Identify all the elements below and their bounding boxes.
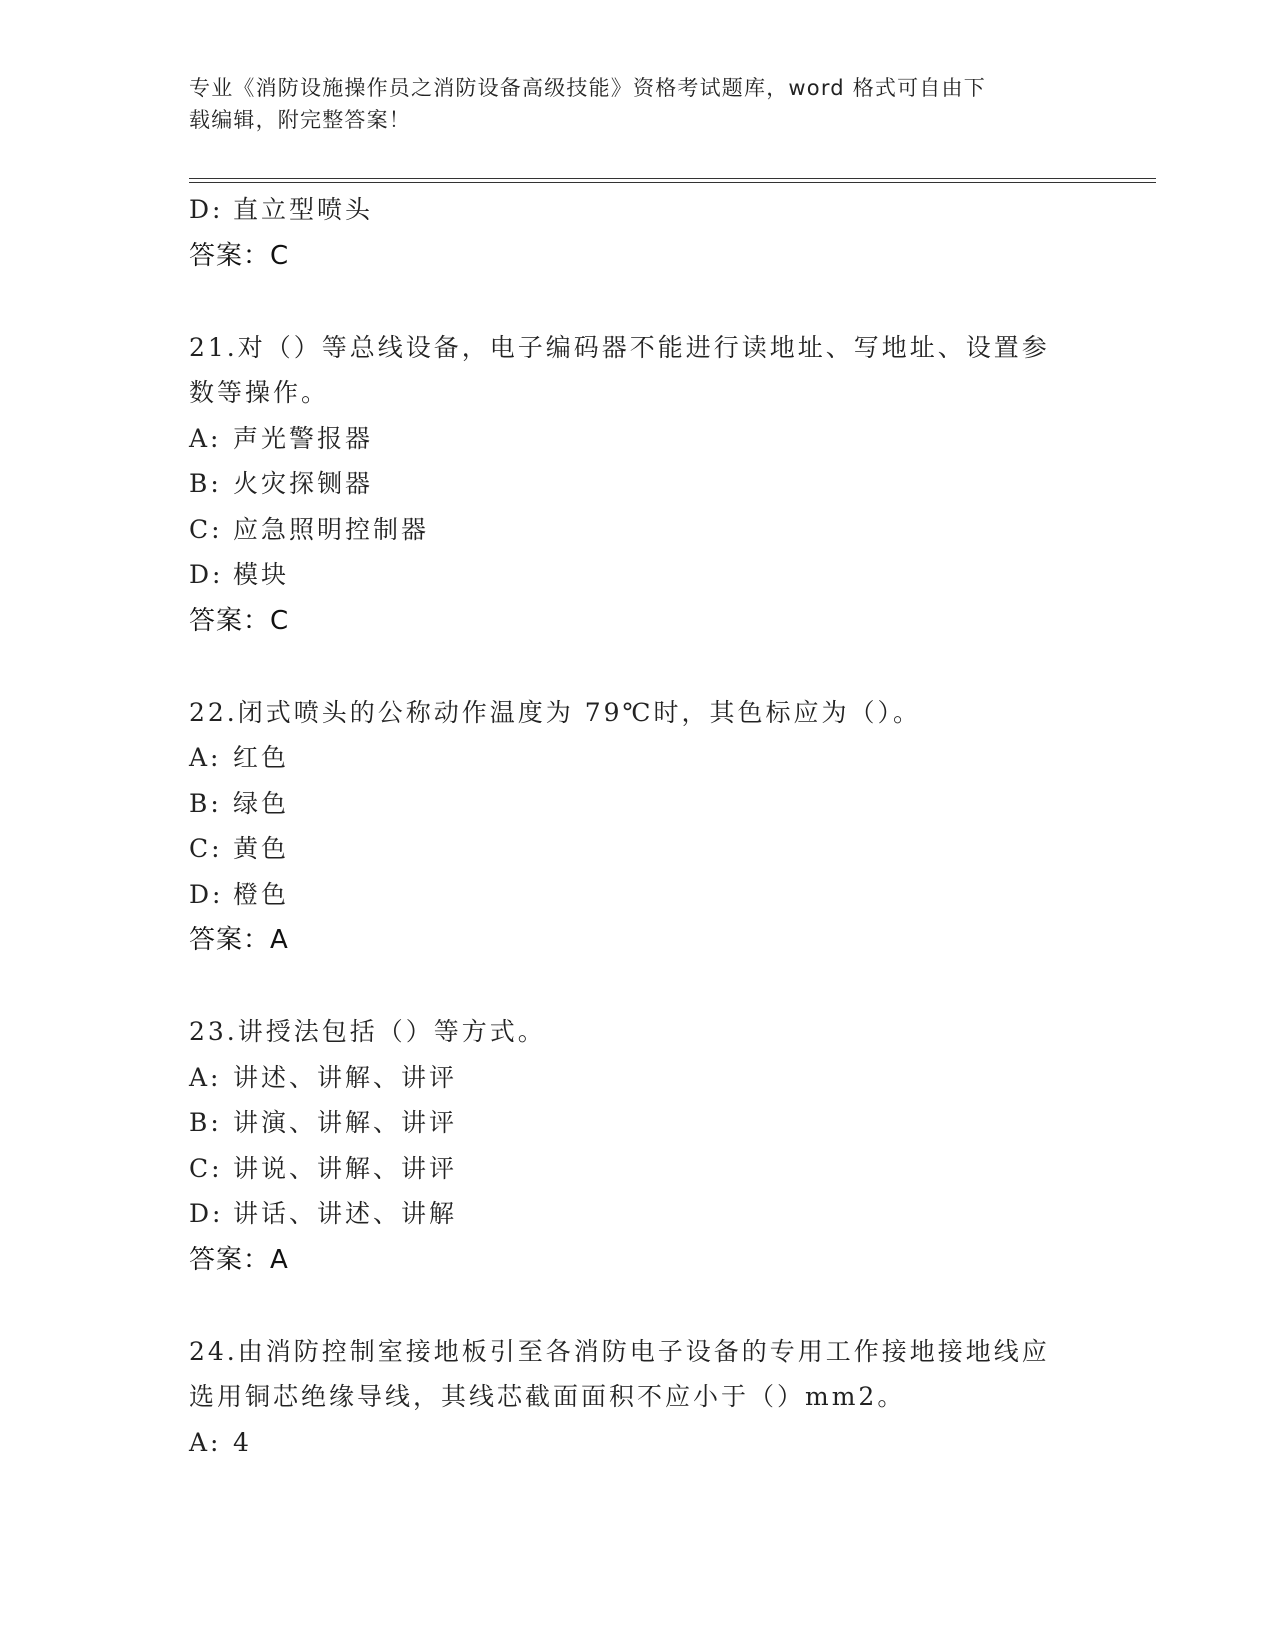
option-a bbox=[189, 1055, 1089, 1101]
option-c bbox=[189, 826, 1089, 872]
question-stem-line-2: 选用铜芯绝缘导线，其线芯截面面积不应小于（）mm2。 bbox=[189, 1382, 906, 1411]
option-label: C: bbox=[189, 1153, 223, 1183]
option-label: A: bbox=[189, 743, 222, 772]
question-stem-line-2: 数等操作。 bbox=[189, 378, 330, 407]
option-text: 应急照明控制器 bbox=[233, 514, 430, 544]
option-label: C: bbox=[189, 834, 223, 863]
option-label: C: bbox=[189, 514, 223, 544]
option-text: 模块 bbox=[233, 560, 290, 589]
option-text: 绿色 bbox=[233, 788, 290, 818]
answer: 答案：C bbox=[189, 605, 290, 636]
question-content bbox=[189, 187, 1089, 1465]
option-a bbox=[189, 416, 1089, 462]
option-text: 橙色 bbox=[233, 879, 290, 909]
option-a bbox=[189, 1420, 1089, 1466]
option-text: 声光警报器 bbox=[233, 423, 374, 453]
prev-option-d bbox=[189, 187, 1089, 233]
header-line-1: 专业《消防设施操作员之消防设备高级技能》资格考试题库，word 格式可自由下 bbox=[189, 76, 986, 100]
option-label: D: bbox=[189, 1199, 224, 1228]
option-d bbox=[189, 552, 1089, 598]
option-d bbox=[189, 872, 1089, 918]
option-text: 红色 bbox=[233, 743, 290, 772]
question-21 bbox=[189, 325, 1089, 644]
question-24 bbox=[189, 1329, 1089, 1466]
prev-answer: 答案：C bbox=[189, 240, 290, 271]
option-label: A: bbox=[189, 1062, 222, 1092]
option-a bbox=[189, 735, 1089, 781]
option-text: 火灾探铡器 bbox=[233, 469, 374, 498]
option-text: 4 bbox=[233, 1427, 252, 1457]
option-label: B: bbox=[189, 788, 222, 818]
spacer bbox=[189, 963, 1089, 1009]
question-stem bbox=[189, 325, 1069, 416]
option-text: 讲述、讲解、讲评 bbox=[233, 1062, 458, 1092]
spacer bbox=[189, 279, 1089, 325]
option-c bbox=[189, 1146, 1089, 1192]
document-header bbox=[189, 72, 1089, 136]
option-label: D: bbox=[189, 560, 224, 589]
header-divider-bottom bbox=[189, 182, 1156, 183]
question-stem-line-1: 22.闭式喷头的公称动作温度为 79℃时，其色标应为（）。 bbox=[189, 697, 921, 727]
option-d bbox=[189, 1191, 1089, 1237]
answer: 答案：A bbox=[189, 1244, 289, 1275]
option-label: B: bbox=[189, 469, 222, 498]
question-stem bbox=[189, 1329, 1069, 1420]
question-stem-line-1: 23.讲授法包括（）等方式。 bbox=[189, 1017, 546, 1046]
option-text: 黄色 bbox=[233, 834, 290, 863]
option-text: 讲说、讲解、讲评 bbox=[233, 1153, 458, 1183]
spacer bbox=[189, 644, 1089, 690]
option-label: A: bbox=[189, 1427, 222, 1457]
spacer bbox=[189, 1283, 1089, 1329]
option-label: B: bbox=[189, 1108, 222, 1137]
question-stem-line-1: 21.对（）等总线设备，电子编码器不能进行读地址、写地址、设置参 bbox=[189, 332, 1050, 362]
option-text: 讲话、讲述、讲解 bbox=[233, 1199, 458, 1228]
question-22 bbox=[189, 690, 1089, 964]
header-line-2: 载编辑，附完整答案！ bbox=[189, 108, 411, 132]
option-label: D: bbox=[189, 879, 224, 909]
option-b bbox=[189, 781, 1089, 827]
answer: 答案：A bbox=[189, 925, 289, 955]
option-b bbox=[189, 461, 1089, 507]
option-label: A: bbox=[189, 423, 222, 453]
option-text: 讲演、讲解、讲评 bbox=[233, 1108, 458, 1137]
option-text: 直立型喷头 bbox=[233, 195, 374, 224]
header-divider-top bbox=[189, 178, 1156, 179]
option-c bbox=[189, 507, 1089, 553]
option-b bbox=[189, 1100, 1089, 1146]
question-23 bbox=[189, 1009, 1089, 1283]
question-stem bbox=[189, 1009, 1069, 1055]
option-label: D: bbox=[189, 195, 224, 224]
question-stem-line-1: 24.由消防控制室接地板引至各消防电子设备的专用工作接地接地线应 bbox=[189, 1336, 1050, 1366]
question-stem bbox=[189, 690, 1069, 736]
